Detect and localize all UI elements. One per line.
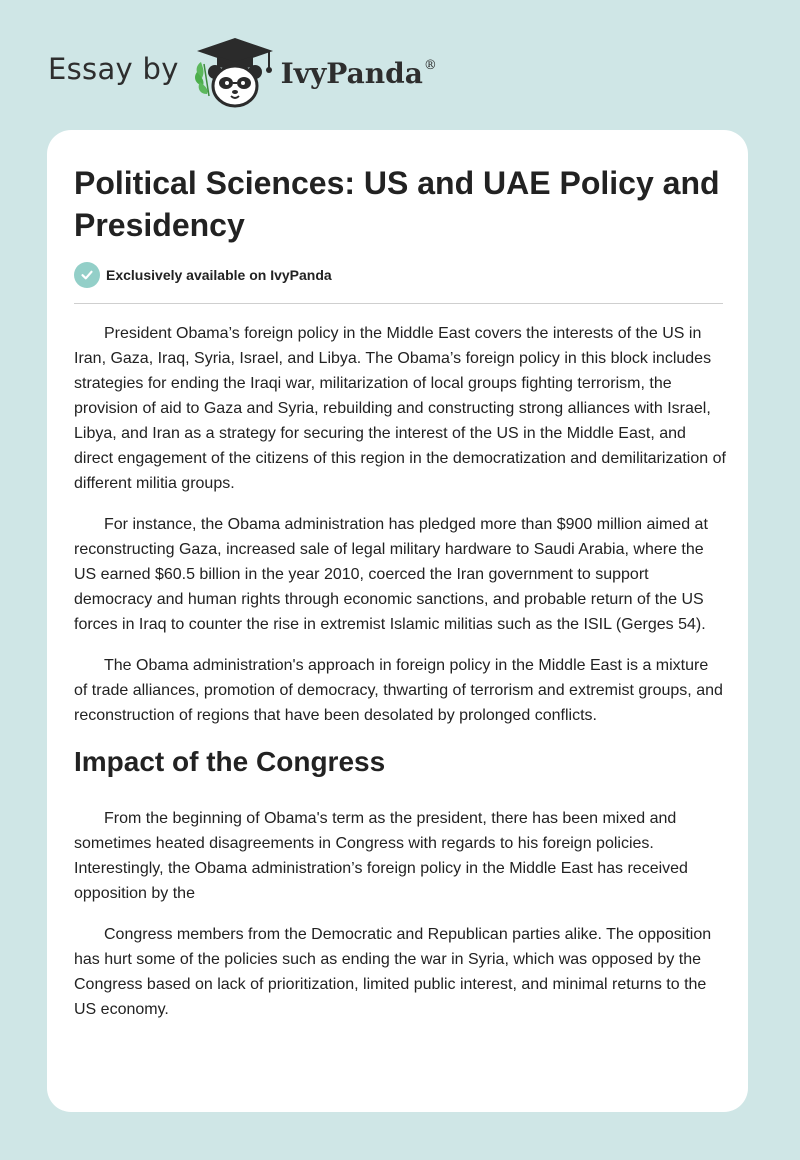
essay-paragraph: From the beginning of Obama's term as the president, there has been mixed and sometimes heated disagreements in Congress with regards to his foreign policies. Interestingly, the Obama administration’s foreign policy in the Middle East has received opposition by the (74, 810, 688, 902)
section-heading: Impact of the Congress (74, 746, 386, 777)
checkmark-icon (74, 262, 100, 288)
exclusive-badge-label: Exclusively available on IvyPanda (106, 267, 332, 283)
panda-graduate-logo-icon (189, 34, 281, 110)
essay-paragraph: The Obama administration's approach in foreign policy in the Middle East is a mixture of trade alliances, promotion of democracy, thwarting of terrorism and extremist groups, and reconstruction of regions that have been desolated by prolonged conflicts. (74, 657, 723, 724)
exclusive-badge (74, 262, 332, 288)
ivypanda-brand-name: IvyPanda® (280, 56, 437, 90)
essay-card (47, 130, 748, 1112)
essay-body (74, 321, 726, 1038)
essay-title: Political Sciences: US and UAE Policy and Presidency (74, 165, 720, 243)
essay-paragraph: For instance, the Obama administration has pledged more than $900 million aimed at reconstructing Gaza, increased sale of legal military hardware to Saudi Arabia, where the US earned $60.5 billion in the year 2010, coerced the Iran government to support democracy and human rights through economic sanctions, and probable return of the US forces in Iraq to counter the rise in extremist Islamic militias such as the ISIL (Gerges 54). (74, 516, 708, 633)
title-divider (74, 303, 723, 304)
essay-by-label: Essay by (48, 52, 179, 86)
registered-mark: ® (423, 57, 437, 73)
essay-paragraph: Congress members from the Democratic and Republican parties alike. The opposition has hurt some of the policies such as ending the war in Syria, which was opposed by the Congress based on lack of prioritization, limited public interest, and minimal returns to the US economy. (74, 926, 712, 1018)
site-header-brand (48, 34, 508, 110)
essay-paragraph: President Obama’s foreign policy in the Middle East covers the interests of the US in Iran, Gaza, Iraq, Syria, Israel, and Libya. The Obama’s foreign policy in this block includes strategies for ending the Iraqi war, militarization of local groups fighting terrorism, the provision of aid to Gaza and Syria, rebuilding and constructing strong alliances with Israel, Libya, and Iran as a strategy for securing the interest of the US in the Middle East, and direct engagement of the citizens of this region in the democratization and demilitarization of different militia groups. (74, 325, 726, 492)
